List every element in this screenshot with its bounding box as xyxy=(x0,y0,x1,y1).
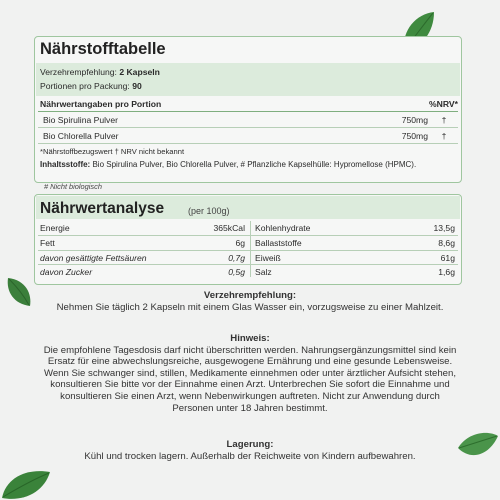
header-divider xyxy=(38,111,458,112)
row-divider xyxy=(38,250,458,251)
hint-text: Die empfohlene Tagesdosis darf nicht überschritten werden. Nahrungsergänzungsmittel sind kein Ersatz für eine abwechslungsreiche, ausgewogene Ernährung und eine gesunde Lebensweise. Wenn Sie schwanger sind, stillen, Medikamente einnehmen oder unter ärztlicher Aufsicht stehen, konsultieren Sie bitte vor der Einnahme einen Arzt. Unterbrechen Sie sofort die Einnahme und konsultieren Sie einen Arzt, wenn Nebenwirkungen auftreten. Nicht zur Anwendung durch Personen unter 18 Jahren bestimmt. xyxy=(43,344,457,414)
leaf-icon xyxy=(456,428,500,466)
analysis-label: davon Zucker xyxy=(40,267,93,277)
dose-label: Verzehrempfehlung: xyxy=(40,67,117,77)
analysis-value: 0,7g xyxy=(228,253,245,263)
analysis-value: 8,6g xyxy=(438,238,455,248)
ingredient-nrv: † xyxy=(441,115,447,125)
ingredient-amount: 750mg xyxy=(401,131,428,141)
ingredients-line xyxy=(40,160,416,169)
column-divider xyxy=(250,221,251,277)
hint-section xyxy=(40,333,460,414)
ingredients-text: Bio Spirulina Pulver, Bio Chlorella Pulver, # Pflanzliche Kapselhülle: Hypromellose (HPMC). xyxy=(92,160,417,169)
nutrition-analysis xyxy=(34,194,462,285)
portions-line xyxy=(40,81,142,91)
analysis-value: 365kCal xyxy=(213,223,245,233)
ingredient-amount: 750mg xyxy=(401,115,428,125)
analysis-label: Eiweiß xyxy=(255,253,281,263)
row-divider xyxy=(38,127,458,128)
analysis-value: 6g xyxy=(235,238,245,248)
analysis-label: Kohlenhydrate xyxy=(255,223,311,233)
analysis-label: Ballaststoffe xyxy=(255,238,302,248)
row-divider xyxy=(38,264,458,265)
recommendation-section xyxy=(40,290,460,313)
leaf-icon xyxy=(0,466,52,500)
dose-line xyxy=(40,67,160,77)
analysis-title: Nährwertanalyse xyxy=(40,200,165,217)
portions-label: Portionen pro Packung: xyxy=(40,81,130,91)
leaf-icon xyxy=(4,274,34,308)
organic-note: # Nicht biologisch xyxy=(44,182,102,191)
analysis-label: Fett xyxy=(40,238,55,248)
ingredients-label: Inhaltsstoffe: xyxy=(40,160,91,169)
ingredient-name: Bio Spirulina Pulver xyxy=(43,115,118,125)
nrv-header: %NRV* xyxy=(429,99,458,109)
nrv-footnote: *Nährstoffbezugswert † NRV nicht bekannt xyxy=(40,147,185,156)
analysis-per: (per 100g) xyxy=(188,206,230,216)
hint-heading: Hinweis: xyxy=(230,333,270,344)
recommendation-text: Nehmen Sie täglich 2 Kapseln mit einem Glas Wasser ein, vorzugsweise zu einer Mahlzeit. xyxy=(56,301,444,313)
analysis-value: 1,6g xyxy=(438,267,455,277)
nutrient-table xyxy=(34,36,462,183)
dose-value: 2 Kapseln xyxy=(119,67,160,77)
analysis-value: 61g xyxy=(440,253,455,263)
ingredient-nrv: † xyxy=(441,131,447,141)
analysis-value: 0,5g xyxy=(228,267,245,277)
row-divider xyxy=(38,235,458,236)
ingredient-name: Bio Chlorella Pulver xyxy=(43,131,119,141)
analysis-label: Salz xyxy=(255,267,272,277)
storage-text: Kühl und trocken lagern. Außerhalb der Reichweite von Kindern aufbewahren. xyxy=(84,450,416,462)
per-portion-header: Nährwertangaben pro Portion xyxy=(40,99,162,109)
storage-section xyxy=(40,439,460,462)
recommendation-heading: Verzehrempfehlung: xyxy=(203,290,297,301)
analysis-label: Energie xyxy=(40,223,70,233)
row-divider xyxy=(38,143,458,144)
analysis-value: 13,5g xyxy=(433,223,455,233)
nutrient-table-title: Nährstofftabelle xyxy=(40,40,166,58)
analysis-label: davon gesättigte Fettsäuren xyxy=(40,253,147,263)
portions-value: 90 xyxy=(132,81,142,91)
storage-heading: Lagerung: xyxy=(226,439,274,450)
